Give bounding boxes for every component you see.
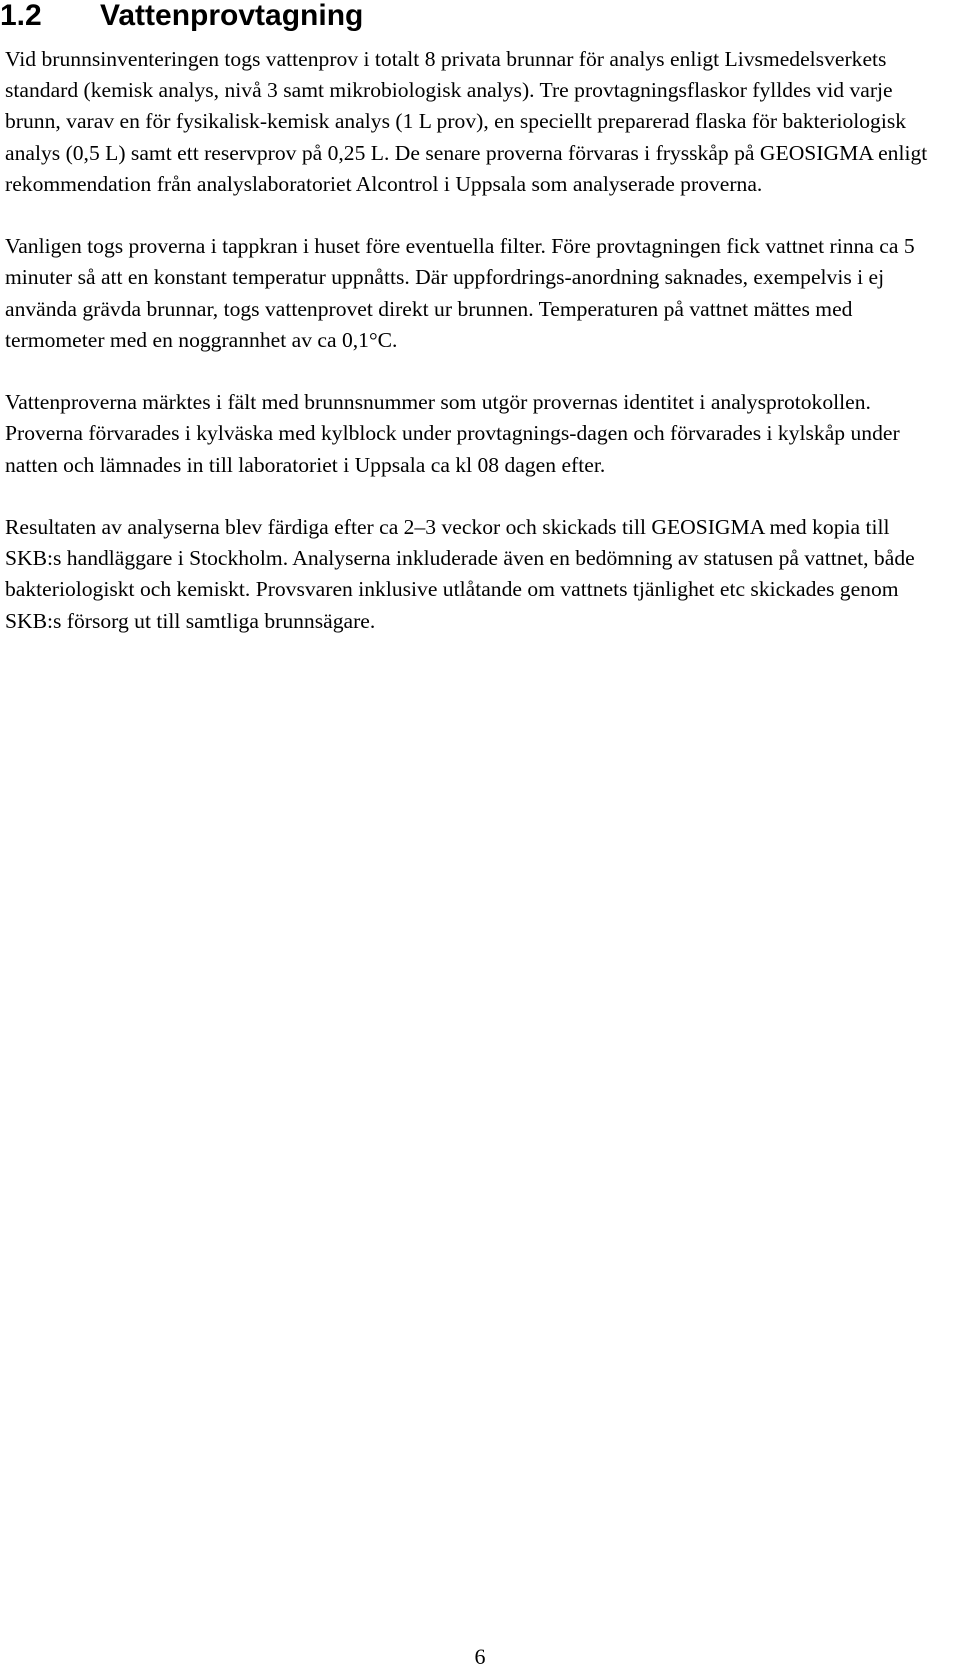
section-number: 1.2 — [0, 0, 42, 32]
page-number: 6 — [474, 1644, 486, 1669]
section-title: Vattenprovtagning — [100, 0, 364, 32]
paragraph-results: Resultaten av analyserna blev färdiga efter ca 2–3 veckor och skickads till GEOSIGMA med kopia till SKB:s handläggare i Stockholm. Analyserna inkluderade även en bedömning av statusen på vattnet, både bakteriologiskt och kemiskt. Provsvaren inklusive utlåtande om vattnets tjänlighet etc skickades genom SKB:s försorg ut till samtliga brunnsägare. — [5, 515, 915, 633]
paragraph-sampling-method: Vanligen togs proverna i tappkran i huset före eventuella filter. Före provtagningen fick vattnet rinna ca 5 minuter så att en konstant temperatur uppnåtts. Där uppfordrings-anordning saknades, exempelvis i ej använda grävda brunnar, togs vattenprovet direkt ur brunnen. Temperaturen på vattnet mättes med termometer med en noggrannhet av ca 0,1°C. — [5, 234, 915, 352]
section-heading — [0, 0, 363, 32]
paragraph-sampling-overview: Vid brunnsinventeringen togs vattenprov i totalt 8 privata brunnar för analys enligt Livsmedelsverkets standard (kemisk analys, nivå 3 samt mikrobiologisk analys). Tre provtagningsflaskor fylldes vid varje brunn, varav en för fysikalisk-kemisk analys (1 L prov), en speciellt preparerad flaska för bakteriologisk analys (0,5 L) samt ett reservprov på 0,25 L. De senare proverna förvaras i frysskåp på GEOSIGMA enligt rekommendation från analyslaboratoriet Alcontrol i Uppsala som analyserade proverna. — [5, 47, 928, 196]
paragraph-sample-handling: Vattenproverna märktes i fält med brunnsnummer som utgör provernas identitet i analysprotokollen. Proverna förvarades i kylväska med kylblock under provtagnings-dagen och förvarades i kylskåp under natten och lämnades in till laboratoriet i Uppsala ca kl 08 dagen efter. — [5, 390, 900, 477]
section-body — [5, 44, 940, 668]
